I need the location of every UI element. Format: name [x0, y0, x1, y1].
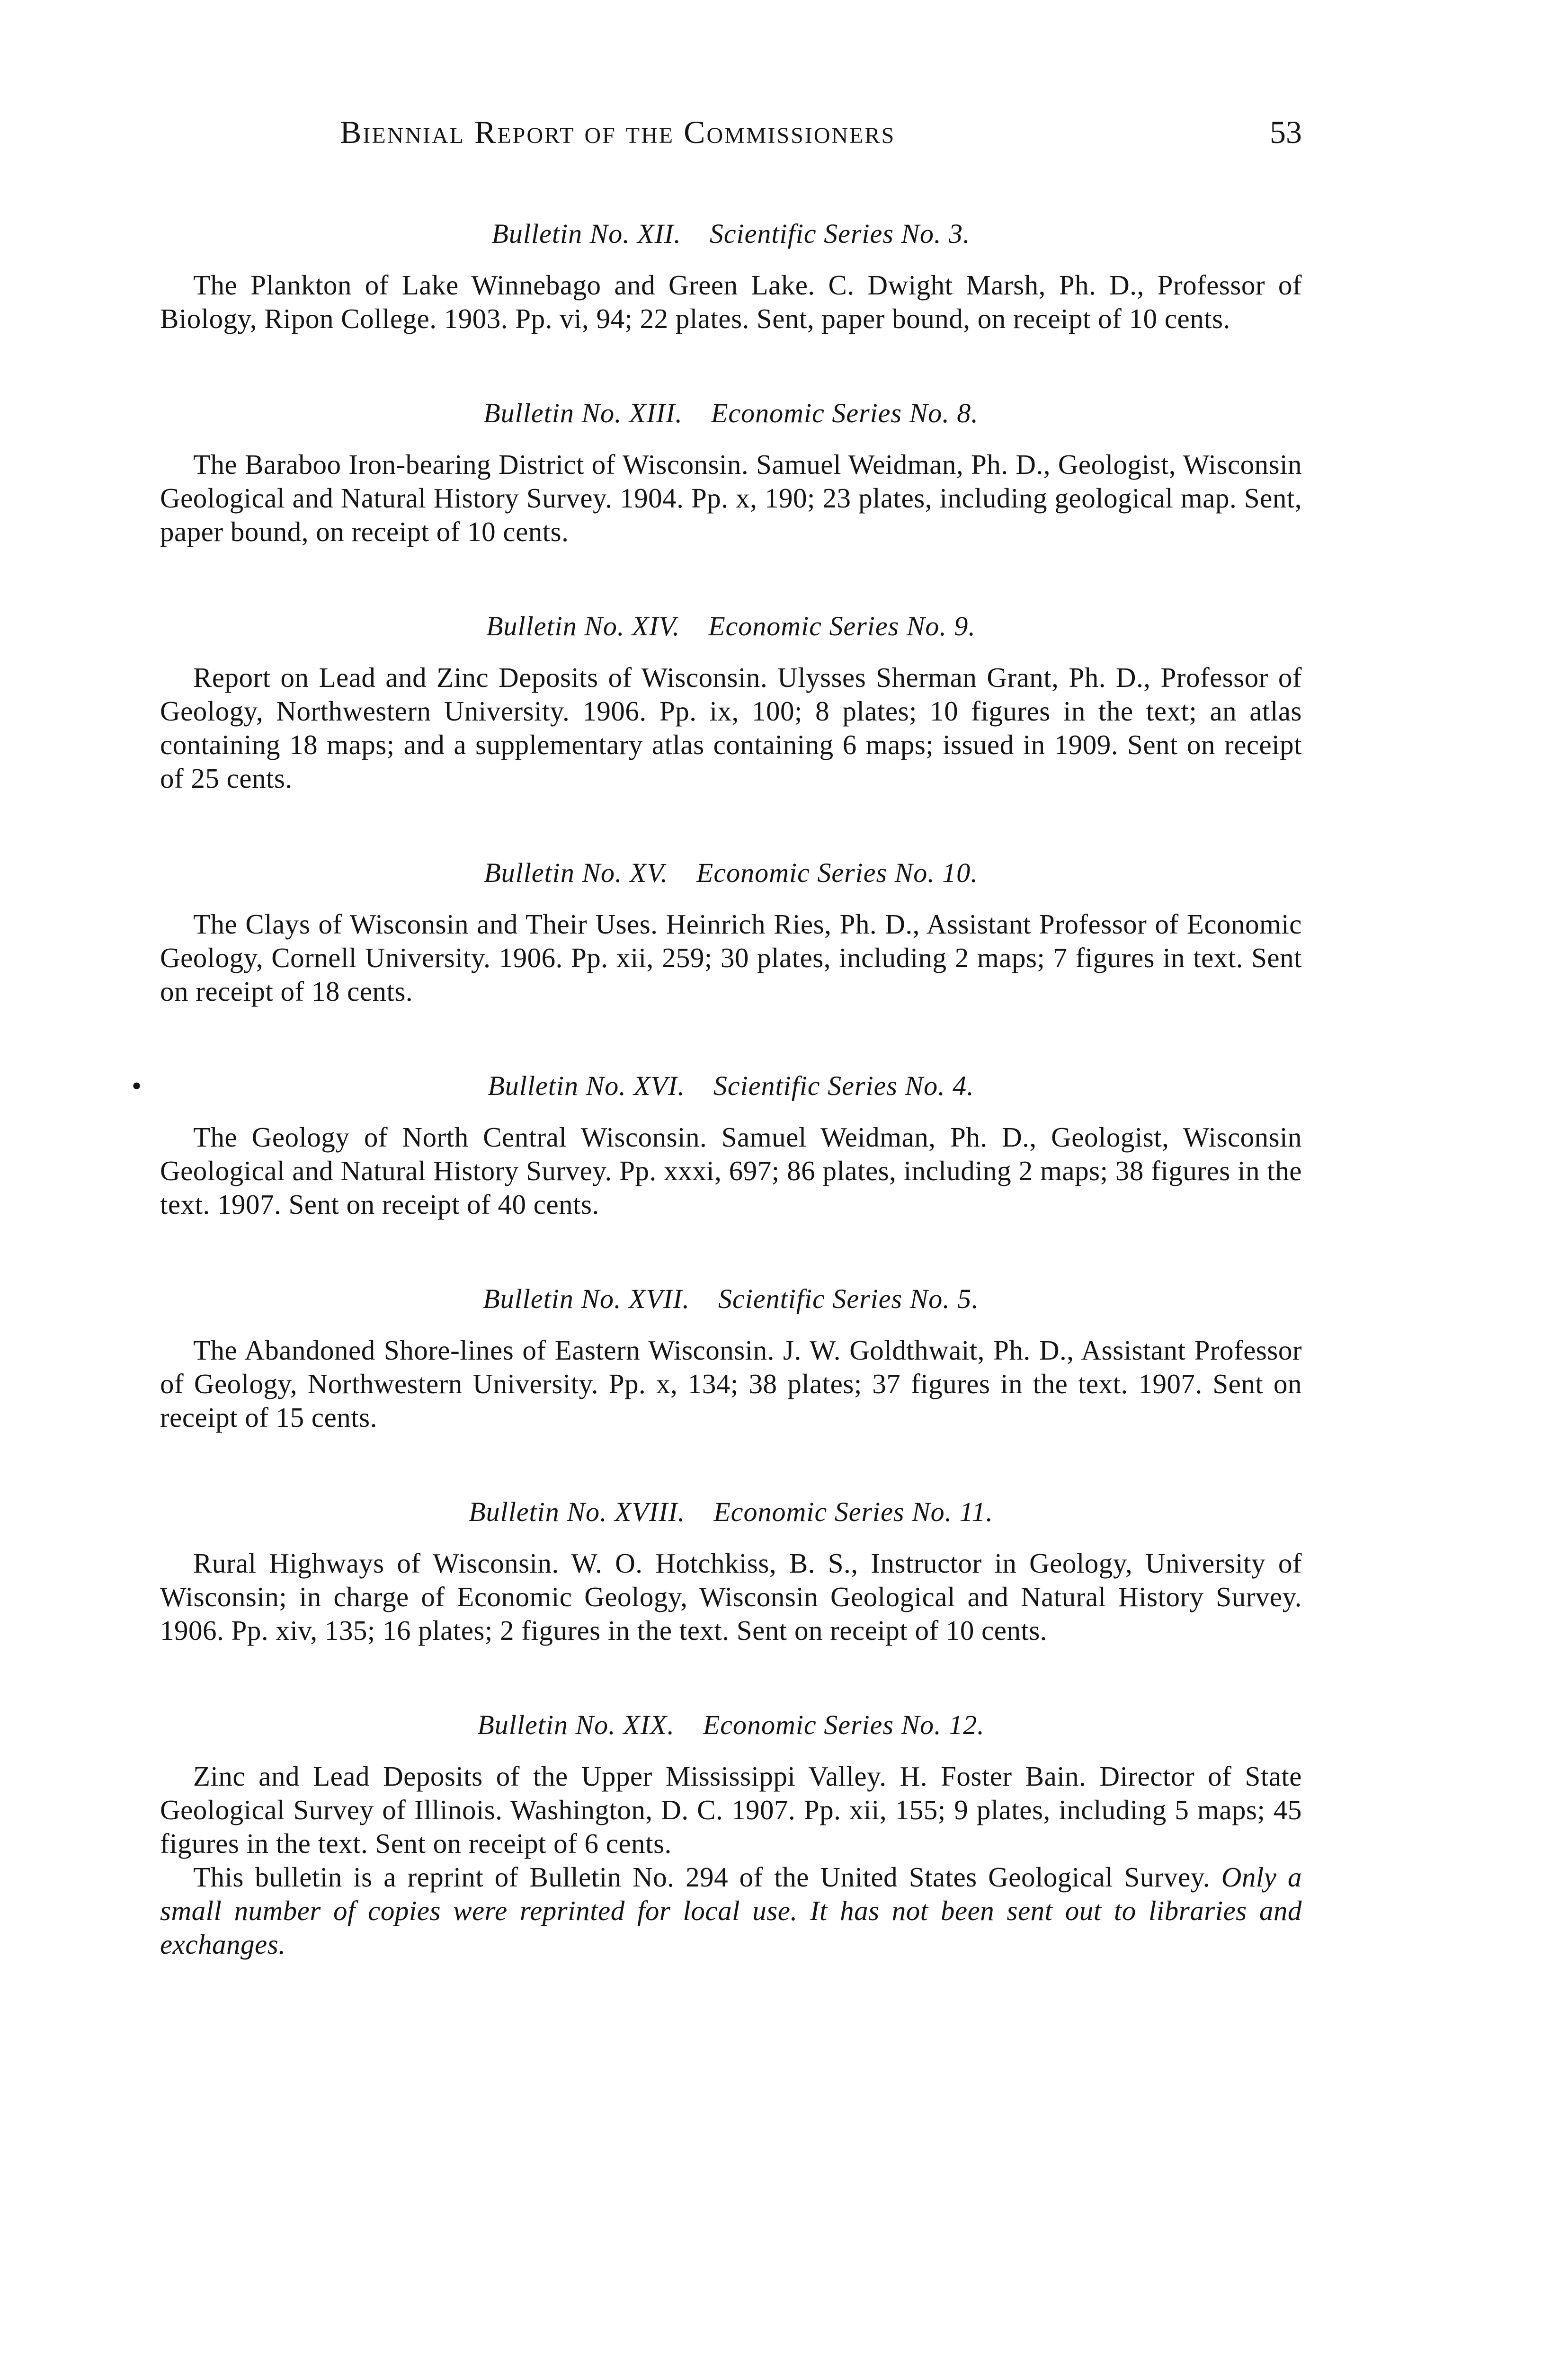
bulletin-heading — [160, 1070, 1302, 1102]
bulletin-number: Bulletin No. XIII. — [483, 398, 683, 428]
series-number: Scientific Series No. 5. — [718, 1283, 979, 1314]
bulletin-description: The Plankton of Lake Winnebago and Green Lake. C. Dwight Marsh, Ph. D., Professor of Biology, Ripon College. 1903. Pp. vi, 94; 22 plates. Sent, paper bound, on receipt of 10 cents. — [160, 269, 1302, 334]
series-number: Economic Series No. 11. — [713, 1496, 993, 1527]
bulletin-heading — [160, 218, 1302, 249]
bulletin-number: Bulletin No. XIV. — [486, 611, 680, 641]
bulletin-entry-xix — [160, 1709, 1302, 1961]
bulletin-number: Bulletin No. XV. — [484, 857, 668, 888]
bulletin-entry-xviii — [160, 1496, 1302, 1647]
bulletin-entry-xv — [160, 857, 1302, 1008]
bulletin-heading — [160, 1496, 1302, 1528]
bulletin-description: The Geology of North Central Wisconsin. Samuel Weidman, Ph. D., Geologist, Wisconsin Geological and Natural History Survey. Pp. xxxi, 697; 86 plates, including 2 maps; 38 figures in the text. 1907. Sent on receipt of 40 cents. — [160, 1121, 1302, 1220]
bulletin-heading — [160, 1283, 1302, 1315]
document-page — [132, 114, 1302, 1961]
bulletin-description: The Abandoned Shore-lines of Eastern Wisconsin. J. W. Goldthwait, Ph. D., Assistant Professor of Geology, Northwestern University. Pp. x, 134; 38 plates; 37 figures in the text. 1907. Sent on receipt of 15 cents. — [160, 1335, 1302, 1433]
bulletin-description: Zinc and Lead Deposits of the Upper Mississippi Valley. H. Foster Bain. Director of State Geological Survey of Illinois. Washington, D. C. 1907. Pp. xii, 155; 9 plates, including 5 maps; 45 figures in the text. Sent on receipt of 6 cents. — [160, 1761, 1302, 1859]
bulletin-number: Bulletin No. XVI. — [488, 1070, 685, 1101]
bulletin-description: The Baraboo Iron-bearing District of Wisconsin. Samuel Weidman, Ph. D., Geologist, Wisconsin Geological and Natural History Survey. 1904. Pp. x, 190; 23 plates, including geological map. Sent, paper bound, on receipt of 10 cents. — [160, 449, 1302, 547]
bulletin-entry-xiv — [160, 610, 1302, 795]
bulletin-entry-xvii — [160, 1283, 1302, 1434]
bulletin-description: Report on Lead and Zinc Deposits of Wisconsin. Ulysses Sherman Grant, Ph. D., Professor of Geology, Northwestern University. 1906. Pp. ix, 100; 8 plates; 10 figures in the text; an atlas containing 18 maps; and a supplementary atlas containing 6 maps; issued in 1909. Sent on receipt of 25 cents. — [160, 662, 1302, 794]
page-number: 53 — [1270, 114, 1302, 150]
bulletin-heading — [160, 397, 1302, 429]
bulletin-entry-xiii — [160, 397, 1302, 549]
bulletin-number: Bulletin No. XIX. — [477, 1709, 675, 1740]
series-number: Economic Series No. 10. — [696, 857, 978, 888]
series-number: Economic Series No. 9. — [708, 611, 976, 641]
note-text: This bulletin is a reprint of Bulletin No. 294 of the United States Geological Survey. — [193, 1861, 1211, 1893]
bulletin-heading — [160, 857, 1302, 889]
running-head — [160, 114, 1302, 166]
bulletin-description: Rural Highways of Wisconsin. W. O. Hotchkiss, B. S., Instructor in Geology, University of Wisconsin; in charge of Economic Geology, Wisconsin Geological and Natural History Survey. 1906. Pp. xiv, 135; 16 plates; 2 figures in the text. Sent on receipt of 10 cents. — [160, 1548, 1302, 1646]
series-number: Scientific Series No. 4. — [713, 1070, 974, 1101]
bulletin-note — [160, 1860, 1302, 1961]
bulletin-entry-xii — [160, 218, 1302, 336]
bulletin-number: Bulletin No. XVIII. — [469, 1496, 686, 1527]
margin-dot: • — [132, 1070, 142, 1102]
series-number: Scientific Series No. 3. — [709, 218, 971, 249]
bulletin-number: Bulletin No. XVII. — [483, 1283, 690, 1314]
bulletin-entry-xvi — [132, 1070, 1302, 1221]
series-number: Economic Series No. 12. — [703, 1709, 985, 1740]
series-number: Economic Series No. 8. — [711, 398, 979, 428]
bulletin-description: The Clays of Wisconsin and Their Uses. Heinrich Ries, Ph. D., Assistant Professor of Economic Geology, Cornell University. 1906. Pp. xii, 259; 30 plates, including 2 maps; 7 figures in text. Sent on receipt of 18 cents. — [160, 908, 1302, 1007]
bulletin-heading — [160, 610, 1302, 642]
note-italic-text: Only a small number of copies were reprinted for local use. It has not been sent out to libraries and exchanges. — [160, 1861, 1302, 1960]
running-title: Biennial Report of the Commissioners — [340, 114, 896, 150]
bulletin-number: Bulletin No. XII. — [491, 218, 681, 249]
bulletin-heading — [160, 1709, 1302, 1741]
